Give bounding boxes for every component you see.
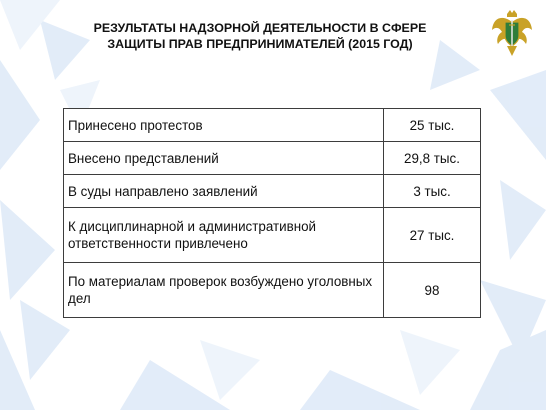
results-table: [63, 108, 481, 318]
row-label: По материалам проверок возбуждено уголовных дел: [64, 263, 384, 318]
table-row: [64, 142, 481, 175]
row-value: 98: [384, 263, 481, 318]
row-value: 29,8 тыс.: [384, 142, 481, 175]
table-row: [64, 263, 481, 318]
row-value: 25 тыс.: [384, 109, 481, 142]
row-value: 27 тыс.: [384, 208, 481, 263]
row-label: В суды направлено заявлений: [64, 175, 384, 208]
prosecutor-office-emblem-icon: [490, 8, 534, 58]
row-label: К дисциплинарной и административной ответственности привлечено: [64, 208, 384, 263]
row-label: Внесено представлений: [64, 142, 384, 175]
page-title-line-2: ЗАЩИТЫ ПРАВ ПРЕДПРИНИМАТЕЛЕЙ (2015 ГОД): [107, 36, 413, 51]
table-row: [64, 109, 481, 142]
page-title: [70, 21, 450, 52]
table-row: [64, 175, 481, 208]
row-value: 3 тыс.: [384, 175, 481, 208]
row-label: Принесено протестов: [64, 109, 384, 142]
table-row: [64, 208, 481, 263]
page-title-line-1: РЕЗУЛЬТАТЫ НАДЗОРНОЙ ДЕЯТЕЛЬНОСТИ В СФЕРЕ: [93, 21, 427, 35]
